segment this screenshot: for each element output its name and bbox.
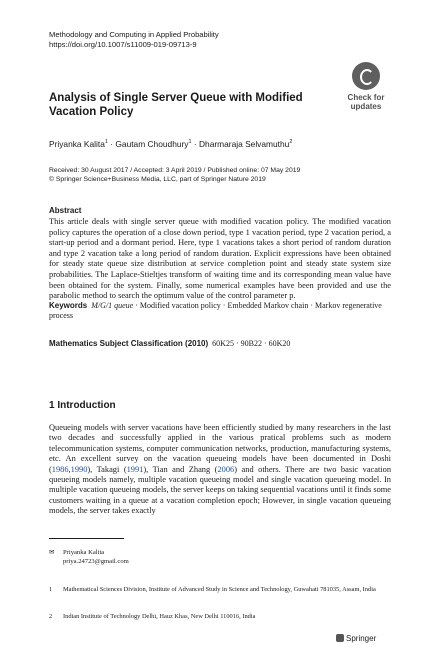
badge-label: Check for updates (347, 93, 385, 111)
journal-name: Methodology and Computing in Applied Probability (49, 30, 219, 39)
author-name[interactable]: Priyanka Kalita (49, 139, 105, 149)
copyright-line: © Springer Science+Business Media, LLC, part of Springer Nature 2019 (49, 176, 266, 183)
journal-doi[interactable]: https://doi.org/10.1007/s11009-019-09713-9 (49, 40, 197, 49)
author-affil: 1 (104, 139, 108, 146)
publisher-logo (336, 634, 376, 643)
author-name[interactable]: Gautam Choudhury (115, 139, 189, 149)
introduction-paragraph: Queueing models with server vacations have been efficiently studied by many researchers in the last two decades and successfully applied in the various pratical problems such as modern telecommunication systems, computer communication networks, production, manufacturing systems, etc. An excellent survey on the vacation queueing models have been documented in Doshi (1986,1990), Takagi (1991), Tian and Zhang (2006) and others. There are two basic vacation queueing models namely, multiple vacation queueing model and single vacation queueing model. In multiple vacation queueing models, the server keeps on taking sequential vacations until it finds some customers waiting in a queue at a vacation completion epoch; However, in single vacation queueing models, the server takes exactly (49, 423, 392, 516)
author-separator: · (193, 139, 197, 149)
citation-link[interactable]: 2006 (217, 464, 235, 474)
author-list (49, 139, 292, 149)
msc-codes: 60K25 · 90B22 · 60K20 (212, 339, 291, 348)
abstract-body: This article deals with single server queue with modified vacation policy. The modified vacation policy captures the operation of a close down period, type 1 vacation period, type 2 vacation period, a start-up period and a dormant period. Here, type 1 vacations takes a short period of random duration and type 2 vacation take a long period of random duration. Explicit expressions have been obtained for steady state queue size distribution at service completion point and steady state system size probabilities. The Laplace-Stieltjes transform of waiting time and its corresponding mean value have been obtained for the system. Finally, some numerical examples have been provided and use the parabolic method to search the optimum value of the control parameter p. (49, 217, 391, 301)
footnote-affiliation: 2 Indian Institute of Technology Delhi, Hauz Khas, New Delhi 110016, India (49, 613, 256, 620)
correspondence (49, 548, 129, 566)
paper-title: Analysis of Single Server Queue with Modified Vacation Policy (49, 92, 303, 118)
publication-dates: Received: 30 August 2017 / Accepted: 3 April 2019 / Published online: 07 May 2019 © Springer Science+Business Media, LLC, part of Springer Nature 2019 (49, 167, 301, 183)
check-for-updates-badge[interactable] (341, 62, 391, 119)
keywords: Keywords M/G/1 queue · Modified vacation policy · Embedded Markov chain · Markov regenerative process (49, 301, 382, 320)
author-separator: · (110, 139, 114, 149)
publisher-name: Springer (346, 634, 377, 643)
footnote-divider (49, 538, 124, 539)
keyword-item: Embedded Markov chain (227, 301, 309, 310)
author-name[interactable]: Dharmaraja Selvamuthu (199, 139, 290, 149)
keyword-item: Modified vacation policy (139, 301, 221, 310)
springer-horse-icon (336, 634, 344, 642)
citation-link[interactable]: 1990 (70, 464, 88, 474)
abstract-heading: Abstract (49, 206, 82, 215)
author-affil: 2 (289, 139, 293, 146)
corresponding-author: Priyanka Kalita (63, 549, 105, 556)
keyword-item: M/G/1 queue (91, 301, 134, 310)
email-link[interactable]: priya.24723@gmail.com (63, 558, 129, 565)
citation-link[interactable]: 1986 (51, 464, 69, 474)
keyword-item: Markov regenerative process (49, 301, 382, 320)
envelope-icon: ✉ (49, 549, 55, 556)
journal-header (49, 30, 219, 50)
msc-label: Mathematics Subject Classification (2010) (49, 339, 209, 348)
citation-link[interactable]: 1991 (126, 464, 144, 474)
keywords-label: Keywords (49, 301, 88, 310)
update-check-icon (352, 62, 380, 90)
section-heading-introduction: 1 Introduction (49, 400, 116, 411)
msc-classification (49, 339, 290, 348)
author-affil: 1 (188, 139, 192, 146)
footnote-affiliation: 1 Mathematical Sciences Division, Institute of Advanced Study in Science and Technology, Guwahati 781035, Assam, India (49, 586, 376, 593)
